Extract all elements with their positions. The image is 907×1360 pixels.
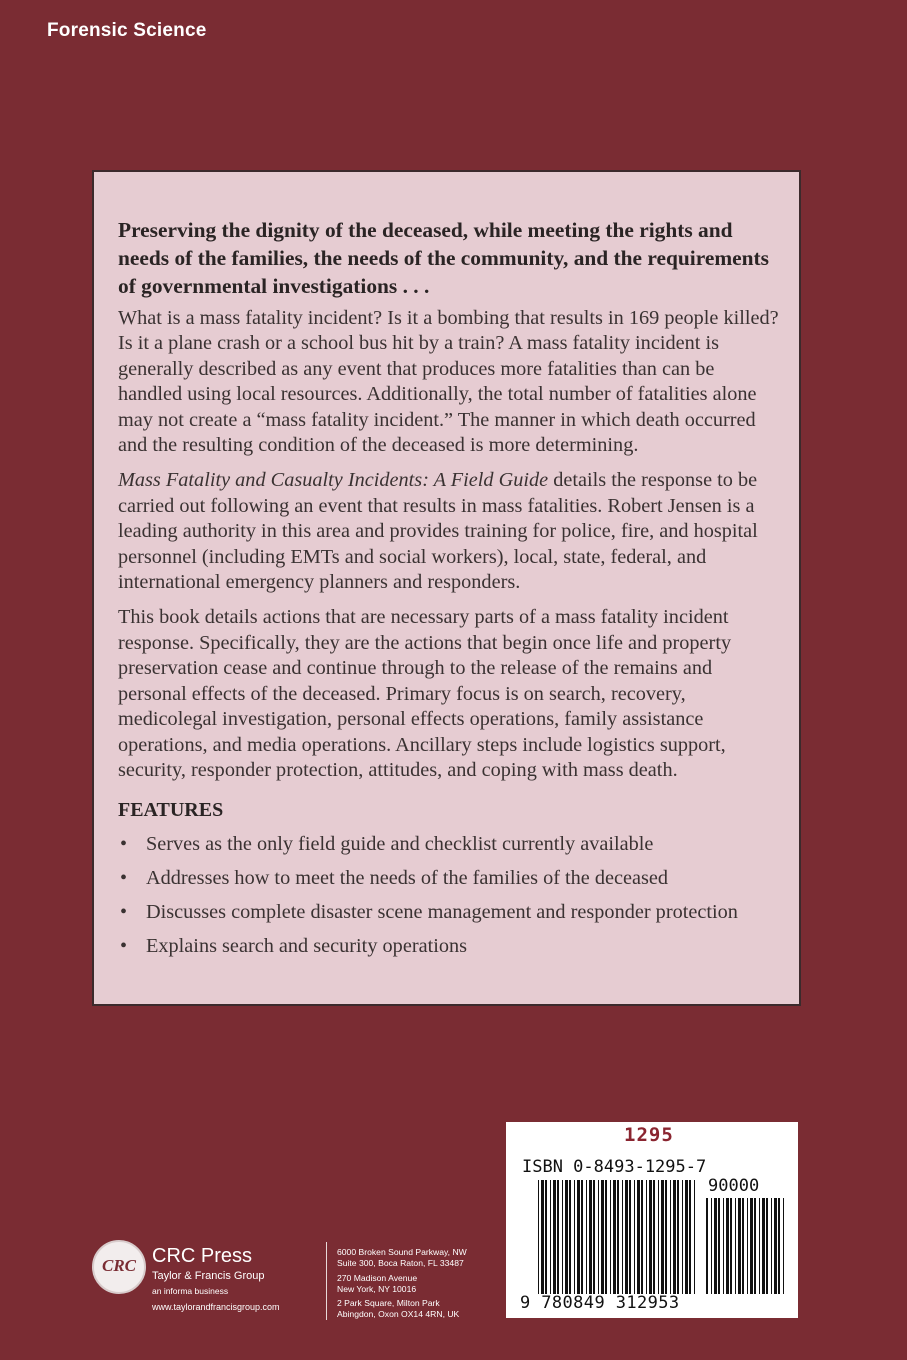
bullet-icon: • (120, 935, 128, 958)
barcode-bar (694, 1180, 695, 1294)
barcode-bar (714, 1198, 717, 1294)
paragraph-mass-fatality-definition: What is a mass fatality incident? Is it a bombing that results in 169 people killed? Is it a plane crash or a school bus hit by a train? A mass fatality incident is generally described as any event that produces more fatalities than can be handled using local resources. Additionally, the total number of fatalities alone may not create a “mass fatality incident.” The manner in which death occurred and the resulting condition of the deceased is more determining. (118, 307, 779, 457)
barcode-box (506, 1122, 798, 1318)
barcode-bar (766, 1198, 768, 1294)
barcode-bar (726, 1198, 729, 1294)
barcode-bar (661, 1180, 664, 1294)
barcode-bar (653, 1180, 655, 1294)
paragraph-book-details: This book details actions that are necessary parts of a mass fatality incident response. Specifically, they are the actions that begin once life and property preservation cease and continue through to the release of the remains and personal effects of the deceased. Primary focus is on search, recovery, medicolegal investigation, personal effects operations, family assistance operations, and media operations. Ancillary steps include logistics support, security, responder protection, attitudes, and coping with mass death. (118, 606, 732, 781)
barcode-bar (553, 1180, 556, 1294)
barcode-bar (545, 1180, 547, 1294)
publisher-group: Taylor & Francis Group (152, 1270, 265, 1282)
barcode-bar (605, 1180, 607, 1294)
barcode-bar (771, 1198, 772, 1294)
barcode-bar (593, 1180, 595, 1294)
crc-logo-icon (92, 1240, 146, 1294)
barcode-bar (574, 1180, 575, 1294)
barcode-bar (706, 1198, 708, 1294)
address-line: 6000 Broken Sound Parkway, NW (337, 1247, 467, 1257)
book-title: Mass Fatality and Casualty Incidents: A Field Guide (118, 469, 549, 492)
barcode-icon (506, 1122, 798, 1318)
barcode-bar (742, 1198, 744, 1294)
barcode-bar (586, 1180, 587, 1294)
barcode-bar (682, 1180, 683, 1294)
paragraph-field-guide (118, 468, 779, 595)
category-label: Forensic Science (47, 20, 207, 41)
barcode-bar (747, 1198, 748, 1294)
barcode-bar (778, 1198, 780, 1294)
barcode-bar (562, 1180, 563, 1294)
bullet-icon: • (120, 901, 128, 924)
bullet-icon: • (120, 867, 128, 890)
barcode-bar (735, 1198, 736, 1294)
barcode-bar (625, 1180, 628, 1294)
barcode-bar (730, 1198, 732, 1294)
publisher-url: www.taylorandfrancisgroup.com (152, 1302, 280, 1312)
price-code: 1295 (624, 1124, 674, 1146)
address-line: New York, NY 10016 (337, 1284, 417, 1294)
barcode-bar (538, 1180, 539, 1294)
barcode-bar (601, 1180, 604, 1294)
barcode-bar (774, 1198, 777, 1294)
barcode-bar (646, 1180, 647, 1294)
address-line: Suite 300, Boca Raton, FL 33487 (337, 1258, 464, 1268)
paragraph-field-guide-text: details the response to be carried out following an event that results in mass fatalities. Robert Jensen is a leading authority in this area and provides training for police, fire, and hospital personnel (including EMTs and social workers), local, state, federal, and international emergency planners and responders. (118, 469, 758, 594)
publisher-tagline: an informa business (152, 1286, 229, 1296)
barcode-bar (685, 1180, 688, 1294)
barcode-bar (634, 1180, 635, 1294)
barcode-bar (783, 1198, 784, 1294)
barcode-bar (557, 1180, 559, 1294)
feature-item: • Discusses complete disaster scene management and responder protection (120, 901, 738, 924)
feature-item: • Serves as the only field guide and checklist currently available (120, 833, 654, 856)
barcode-bar (617, 1180, 619, 1294)
barcode-bar (665, 1180, 667, 1294)
barcode-bar (649, 1180, 652, 1294)
price-barcode-number: 90000 (708, 1176, 760, 1196)
barcode-bar (541, 1180, 544, 1294)
lead-statement: Preserving the dignity of the deceased, while meeting the rights and needs of the families, the needs of the community, and the requirements of governmental investigations . . . (118, 218, 769, 298)
barcode-bar (581, 1180, 583, 1294)
barcode-bar (598, 1180, 599, 1294)
isbn-text: ISBN 0-8493-1295-7 (522, 1157, 707, 1177)
barcode-bar (738, 1198, 741, 1294)
ean-number: 9 780849 312953 (520, 1293, 680, 1313)
barcode-bar (629, 1180, 631, 1294)
barcode-bar (637, 1180, 640, 1294)
barcode-bar (569, 1180, 571, 1294)
description-panel (92, 170, 801, 1006)
barcode-bar (754, 1198, 756, 1294)
feature-item: • Explains search and security operations (120, 935, 468, 958)
barcode-bar (670, 1180, 671, 1294)
barcode-bar (762, 1198, 765, 1294)
barcode-bar (622, 1180, 623, 1294)
features-list (118, 832, 779, 959)
barcode-bar (658, 1180, 659, 1294)
logo-text: CRC (101, 1256, 137, 1275)
publisher-name: CRC Press (152, 1245, 253, 1267)
address-line: Abingdon, Oxon OX14 4RN, UK (337, 1309, 460, 1319)
address-line: 2 Park Square, Milton Park (337, 1298, 440, 1308)
barcode-bar (565, 1180, 568, 1294)
barcode-bar (723, 1198, 724, 1294)
features-heading: FEATURES (118, 799, 224, 822)
barcode-bar (550, 1180, 551, 1294)
barcode-bar (689, 1180, 691, 1294)
barcode-bar (711, 1198, 712, 1294)
barcode-bar (641, 1180, 643, 1294)
barcode-bar (750, 1198, 753, 1294)
bullet-icon: • (120, 833, 128, 856)
feature-item: • Addresses how to meet the needs of the families of the deceased (120, 867, 669, 890)
barcode-bar (759, 1198, 760, 1294)
address-line: 270 Madison Avenue (337, 1273, 418, 1283)
divider (326, 1242, 327, 1320)
barcode-bar (589, 1180, 592, 1294)
barcode-bar (610, 1180, 611, 1294)
barcode-bar (673, 1180, 676, 1294)
barcode-bar (577, 1180, 580, 1294)
barcode-bar (613, 1180, 616, 1294)
barcode-bar (677, 1180, 679, 1294)
barcode-bar (718, 1198, 720, 1294)
